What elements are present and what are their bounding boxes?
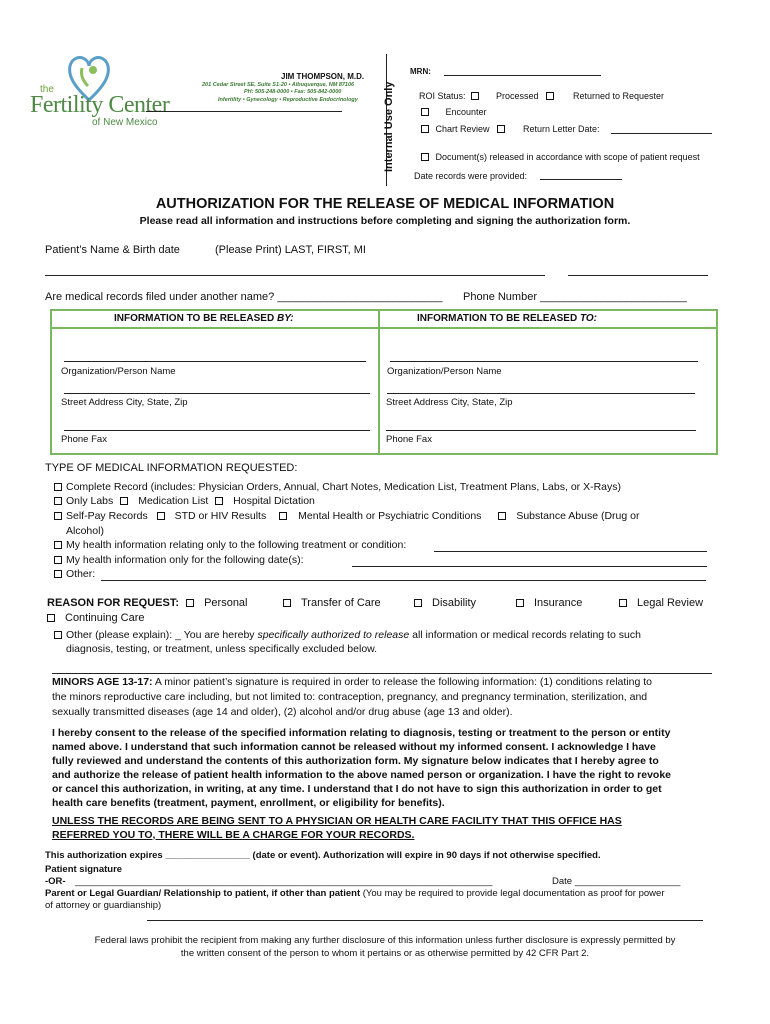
reason-label: REASON FOR REQUEST: xyxy=(47,597,180,609)
roi-status-checkbox[interactable] xyxy=(471,92,479,100)
guardian-note: (You may be required to provide legal documentation as proof for power xyxy=(360,888,665,899)
other-reason-line2: diagnosis, testing, or treatment, unless specifically excluded below. xyxy=(66,643,378,655)
roi-status-label: ROI Status: xyxy=(419,91,466,101)
or-label: -OR- xyxy=(45,876,66,887)
guardian-label: Parent or Legal Guardian/ Relationship to patient, if other than patient xyxy=(45,888,361,899)
other-reason-suffix: all information or medical records relating to such xyxy=(409,629,641,641)
dates-row xyxy=(54,554,304,566)
reason-row xyxy=(47,597,248,609)
consent-line6: health care benefits (treatment, payment, enrollment, or eligibility for benefits). xyxy=(52,797,445,809)
patient-signature-label: Patient signature xyxy=(45,864,123,875)
substance-checkbox[interactable] xyxy=(498,512,506,520)
legal-label: Legal Review xyxy=(637,597,704,609)
substance-label: Substance Abuse (Drug or xyxy=(516,510,640,522)
chart-review-checkbox-2[interactable] xyxy=(497,125,505,133)
processed-checkbox[interactable] xyxy=(546,92,554,100)
documents-released-label: Document(s) released in accordance with scope of patient request xyxy=(435,152,700,162)
expires-line[interactable]: This authorization expires ________________ (date or event). Authorization will expire in 90 days if not otherwise specified. xyxy=(45,850,601,861)
transfer-label: Transfer of Care xyxy=(301,597,381,609)
doctor-phone: PH: 505-248-0000 • Fax: 505-842-0000 xyxy=(244,89,342,95)
chart-review-checkbox[interactable] xyxy=(421,125,429,133)
guardian-note-2: of attorney or guardianship) xyxy=(45,900,162,911)
doctor-address: 201 Cedar Street SE, Suite S1-20 • Albuquerque, NM 87106 xyxy=(202,82,355,88)
doctor-name: JIM THOMPSON, M.D. xyxy=(281,72,365,81)
signature-field[interactable]: _______________________________________________________________________________ xyxy=(75,876,493,887)
page-subtitle: Please read all information and instructions before completing and signing the authorization form. xyxy=(139,215,631,227)
doctor-specialties: Infertility • Gynecology • Reproductive Endocrinology xyxy=(218,97,358,103)
legal-checkbox[interactable] xyxy=(619,599,627,607)
doctor-underline xyxy=(146,111,342,112)
processed-label: Processed xyxy=(496,91,539,101)
charge-notice-line2: REFERRED YOU TO, THERE WILL BE A CHARGE FOR YOUR RECORDS. xyxy=(52,829,415,841)
disability-option[interactable] xyxy=(414,597,476,609)
released-to-header: INFORMATION TO BE RELEASED TO: xyxy=(417,313,598,324)
other-reason-row[interactable] xyxy=(54,629,641,641)
date-provided-field[interactable] xyxy=(540,179,622,180)
by-phone-field[interactable] xyxy=(64,430,370,431)
other-reason-italic: specifically authorized to release xyxy=(257,629,410,641)
mrn-label: MRN: xyxy=(410,67,431,76)
page-title: AUTHORIZATION FOR THE RELEASE OF MEDICAL INFORMATION xyxy=(155,196,615,212)
treatment-row xyxy=(54,539,406,551)
phone-number-field[interactable]: Phone Number ________________________ xyxy=(463,291,687,303)
std-checkbox[interactable] xyxy=(157,512,165,520)
release-table-column-divider xyxy=(378,309,380,455)
hospital-label: Hospital Dictation xyxy=(233,495,315,507)
by-org-field[interactable] xyxy=(64,361,366,362)
treatment-label: My health information relating only to the following treatment or condition: xyxy=(66,539,407,551)
treatment-checkbox[interactable] xyxy=(54,541,62,549)
insurance-label: Insurance xyxy=(534,597,583,609)
complete-record-checkbox[interactable] xyxy=(54,483,62,491)
dates-field[interactable] xyxy=(352,566,707,567)
only-labs-checkbox[interactable] xyxy=(54,497,62,505)
continuing-option[interactable] xyxy=(47,612,145,624)
consent-line1: I hereby consent to the release of the specified information relating to diagnosis, testing or treatment to the person or entity xyxy=(52,727,671,739)
other-type-field[interactable] xyxy=(101,580,706,581)
consent-line2: named above. I understand that such information cannot be released without my informed consent. I acknowledge I have xyxy=(52,741,656,753)
consent-line3: fully reviewed and understand the contents of this authorization form. My signature below indicates that I hereby agree to xyxy=(52,755,659,767)
chart-review-label: Chart Review xyxy=(435,124,490,134)
consent-line4: and authorize the release of patient health information to the above named person or organization. I have the right to revoke xyxy=(52,769,672,781)
other-type-label: Other: xyxy=(66,568,96,580)
self-pay-checkbox[interactable] xyxy=(54,512,62,520)
legal-option[interactable] xyxy=(619,597,703,609)
by-address-field[interactable] xyxy=(64,393,370,394)
to-address-field[interactable] xyxy=(387,393,695,394)
other-type-row xyxy=(54,568,95,580)
mental-label: Mental Health or Psychiatric Conditions xyxy=(298,510,482,522)
roi-status-row xyxy=(419,91,483,101)
disability-label: Disability xyxy=(432,597,477,609)
logo-name: Fertility Center xyxy=(30,92,170,118)
continuing-label: Continuing Care xyxy=(65,612,145,624)
encounter-checkbox[interactable] xyxy=(421,108,429,116)
other-reason-prefix: Other (please explain): _ You are hereby xyxy=(66,629,258,641)
footer-line1: Federal laws prohibit the recipient from making any further disclosure of this information unless further disclosure is expressly permitted by xyxy=(94,935,676,946)
self-pay-row xyxy=(54,510,639,522)
logo-sub: of New Mexico xyxy=(92,117,158,128)
by-address-label: Street Address City, State, Zip xyxy=(61,397,188,408)
mrn-field[interactable] xyxy=(444,75,601,76)
released-by-header: INFORMATION TO BE RELEASED BY: xyxy=(114,313,294,324)
hospital-checkbox[interactable] xyxy=(215,497,223,505)
minors-text1: A minor patient’s signature is required in order to release the following information: (1) conditions relating to xyxy=(152,676,652,688)
guardian-row xyxy=(45,888,664,899)
dates-checkbox[interactable] xyxy=(54,556,62,564)
patient-birthdate-field[interactable] xyxy=(568,275,708,276)
to-org-label: Organization/Person Name xyxy=(387,366,502,377)
return-letter-field[interactable] xyxy=(611,133,712,134)
labs-row xyxy=(54,495,315,507)
self-pay-label: Self-Pay Records xyxy=(66,510,148,522)
minors-label: MINORS AGE 13-17: xyxy=(52,676,153,688)
minors-line2: the minors reproductive care including, but not limited to: contraception, pregnancy, and pregnancy termination, sterilization, and xyxy=(52,691,648,703)
patient-name-field[interactable] xyxy=(45,275,545,276)
minors-line1 xyxy=(52,676,652,688)
other-name-question[interactable]: Are medical records filed under another name? ___________________________ xyxy=(45,291,443,303)
minors-line3: sexually transmitted diseases (age 14 and older), (2) alcohol and/or drug abuse (age 13 and older). xyxy=(52,706,513,718)
consent-line5b: . I understand that I do not have to sign this authorization in order to get xyxy=(301,783,662,795)
to-phone-label: Phone Fax xyxy=(386,434,432,445)
to-org-field[interactable] xyxy=(390,361,698,362)
by-org-label: Organization/Person Name xyxy=(61,366,176,377)
med-list-label: Medication List xyxy=(138,495,209,507)
logo-the: the xyxy=(40,84,54,95)
minors-divider xyxy=(52,673,712,674)
footer-line2: the written consent of the person to whom it pertains or as otherwise permitted by 42 CFR Part 2. xyxy=(180,948,590,959)
return-letter-label: Return Letter Date: xyxy=(523,124,600,134)
by-phone-label: Phone Fax xyxy=(61,434,107,445)
complete-record-label: Complete Record (includes: Physician Orders, Annual, Chart Notes, Medication List, Treatment Plans, Labs, or X-Rays) xyxy=(66,481,621,493)
std-label: STD or HIV Results xyxy=(174,510,267,522)
other-reason-checkbox[interactable] xyxy=(54,631,62,639)
to-phone-field[interactable] xyxy=(386,430,696,431)
med-list-checkbox[interactable] xyxy=(120,497,128,505)
treatment-field[interactable] xyxy=(434,551,707,552)
transfer-checkbox[interactable] xyxy=(283,599,291,607)
mental-checkbox[interactable] xyxy=(279,512,287,520)
consent-line5a: or cancel this authorization, in writing, at any time xyxy=(52,783,302,795)
complete-record-option[interactable] xyxy=(54,481,621,493)
encounter-label: Encounter xyxy=(445,107,487,117)
documents-released-checkbox[interactable] xyxy=(421,153,429,161)
patient-name-label: Patient’s Name & Birth date xyxy=(45,244,180,256)
signature-date-field[interactable]: Date ____________________ xyxy=(552,876,681,887)
insurance-option[interactable] xyxy=(516,597,582,609)
dates-label: My health information only for the following date(s): xyxy=(66,554,304,566)
charge-notice-line1: UNLESS THE RECORDS ARE BEING SENT TO A PHYSICIAN OR HEALTH CARE FACILITY THAT THIS OFFICE HAS xyxy=(52,815,622,827)
internal-vertical-label: Internal Use Only xyxy=(383,81,395,172)
guardian-field[interactable] xyxy=(147,920,703,921)
chart-review-row xyxy=(421,124,509,134)
date-provided-label: Date records were provided: xyxy=(414,171,528,181)
transfer-option[interactable] xyxy=(283,597,381,609)
personal-label: Personal xyxy=(204,597,248,609)
alcohol-label: Alcohol) xyxy=(66,525,104,537)
processed-row xyxy=(496,91,558,101)
type-heading: TYPE OF MEDICAL INFORMATION REQUESTED: xyxy=(45,462,298,474)
personal-checkbox[interactable] xyxy=(186,599,194,607)
disability-checkbox[interactable] xyxy=(414,599,422,607)
documents-released-row xyxy=(421,152,700,162)
release-table xyxy=(50,309,718,455)
encounter-row xyxy=(421,107,487,117)
to-address-label: Street Address City, State, Zip xyxy=(386,397,513,408)
continuing-checkbox[interactable] xyxy=(47,614,55,622)
other-type-checkbox[interactable] xyxy=(54,570,62,578)
returned-label: Returned to Requester xyxy=(573,91,665,101)
insurance-checkbox[interactable] xyxy=(516,599,524,607)
release-table-header-divider xyxy=(50,327,718,329)
only-labs-label: Only Labs xyxy=(66,495,114,507)
consent-line5 xyxy=(52,783,662,795)
patient-print-label: (Please Print) LAST, FIRST, MI xyxy=(215,244,366,256)
